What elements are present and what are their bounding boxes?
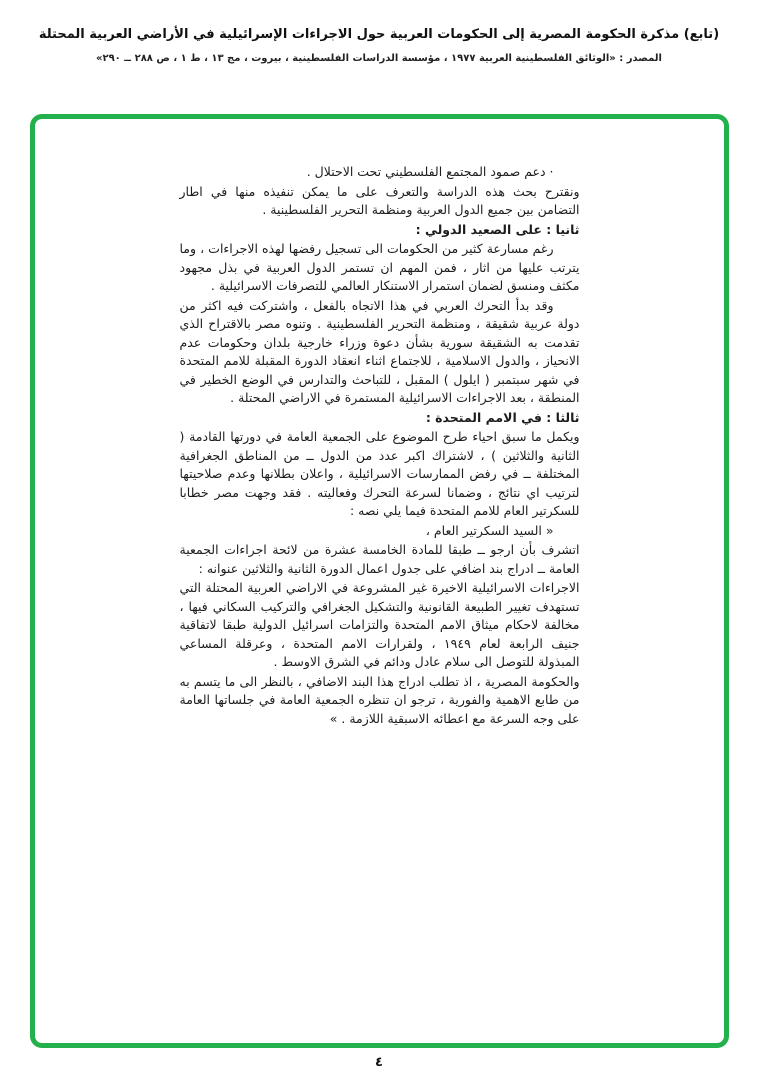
body-text-column xyxy=(180,163,580,728)
page-number: ٤ xyxy=(375,1055,383,1070)
document-source-line: المصدر : «الوثائق الفلسطينية العربية ١٩٧٧ ، مؤسسة الدراسات الفلسطينية ، بيروت ، مج ١٣ ، ط ١ ، ص ٢٨٨ ــ ٢٩٠» xyxy=(96,53,662,64)
paragraph-egyptian-government-closing: والحكومة المصرية ، اذ تطلب ادراج هذا البند الاضافي ، بالنظر الى ما يتسم به من طابع الاهمية والفورية ، ترجو ان تنظره الجمعية العامة في جلساتها العامة على وجه السرعة مع اعطائه الاسبقية اللازمة . » xyxy=(179,673,580,726)
paragraph-agenda-item-title: الاجراءات الاسرائيلية الاخيرة غير المشروعة في الاراضي العربية المحتلة التي تستهدف تغيير الطبيعة القانونية والتشكيل الجغرافي والتركيب السكاني فيها ، مخالفة لاحكام ميثاق الامم المتحدة والتزامات اسرائيل الدولية طبقا لاتفاقية جنيف الرابعة لعام ١٩٤٩ ، ولقرارات الامم المتحدة ، وعرقلة المساعي المبذولة للتوصل الى سلام عادل ودائم في الشرق الاوسط . xyxy=(179,580,580,669)
paragraph-bullet-support: · دعم صمود المجتمع الفلسطيني تحت الاحتلال . xyxy=(306,164,554,179)
document-title: (تابع) مذكرة الحكومة المصرية إلى الحكومات العربية حول الاجراءات الإسرائيلية في الأراضي العربية المحتلة xyxy=(38,27,720,42)
paragraph-proposal: ونقترح بحث هذه الدراسة والتعرف على ما يمكن تنفيذه منها في اطار التضامن بين جميع الدول العربية ومنظمة التحرير الفلسطينية . xyxy=(179,183,580,217)
section-heading-second-international: ثانيا : على الصعيد الدولي : xyxy=(415,221,580,237)
paragraph-governments-rejection: رغم مسارعة كثير من الحكومات الى تسجيل رفضها لهذه الاجراءات ، وما يترتب عليها من اثار ، فمن المهم ان تستمر الدول العربية في بذل مجهود مكثف ومنسق لضمان استمرار الاستنكار العالمي للتصرفات الاسرائيلية . xyxy=(179,241,580,293)
section-heading-third-united-nations: ثالثا : في الامم المتحدة : xyxy=(425,409,580,425)
document-header xyxy=(20,26,738,64)
page-border-frame xyxy=(30,114,729,1048)
paragraph-request-agenda-item: اتشرف بأن ارجو ــ طبقا للمادة الخامسة عشرة من لائحة اجراءات الجمعية العامة ــ ادراج بند اضافي على جدول اعمال الدورة الثانية والثلاثين عنوانه : xyxy=(179,542,580,576)
paragraph-arab-action: وقد بدأ التحرك العربي في هذا الاتجاه بالفعل ، واشتركت فيه اكثر من دولة عربية شقيقة ، ومنظمة التحرير الفلسطينية . وتنوه مصر بالاقتراح الذي تقدمت به الشقيقة سورية بشأن دعوة وزراء خارجية بلدان وحكومات عدم الانحياز ، والدول الاسلامية ، للاجتماع اثناء انعقاد الدورة المقبلة للامم المتحدة في شهر سبتمبر ( ايلول ) المقبل ، للتباحث والتدارس في الوضع الخطير في المنطقة ، بعد الاجراءات الاسرائيلية المستمرة في الاراضي المحتلة . xyxy=(179,297,580,405)
paragraph-quote-salutation: « السيد السكرتير العام ، xyxy=(425,522,554,538)
paragraph-general-assembly: ويكمل ما سبق احياء طرح الموضوع على الجمعية العامة في دورتها القادمة ( الثانية والثلاثين ) ، لاشتراك اكبر عدد من الدول ــ من المناطق الجغرافية المختلفة ــ في رفض الممارسات الاسرائيلية ، واعلان بطلانها وعدم صلاحيتها لترتيب اي نتائج ، وضمانا لسرعة التحرك وفعاليته . فقد وجهت مصر خطابا للسكرتير العام للامم المتحدة فيما يلي نصه : xyxy=(179,429,580,518)
